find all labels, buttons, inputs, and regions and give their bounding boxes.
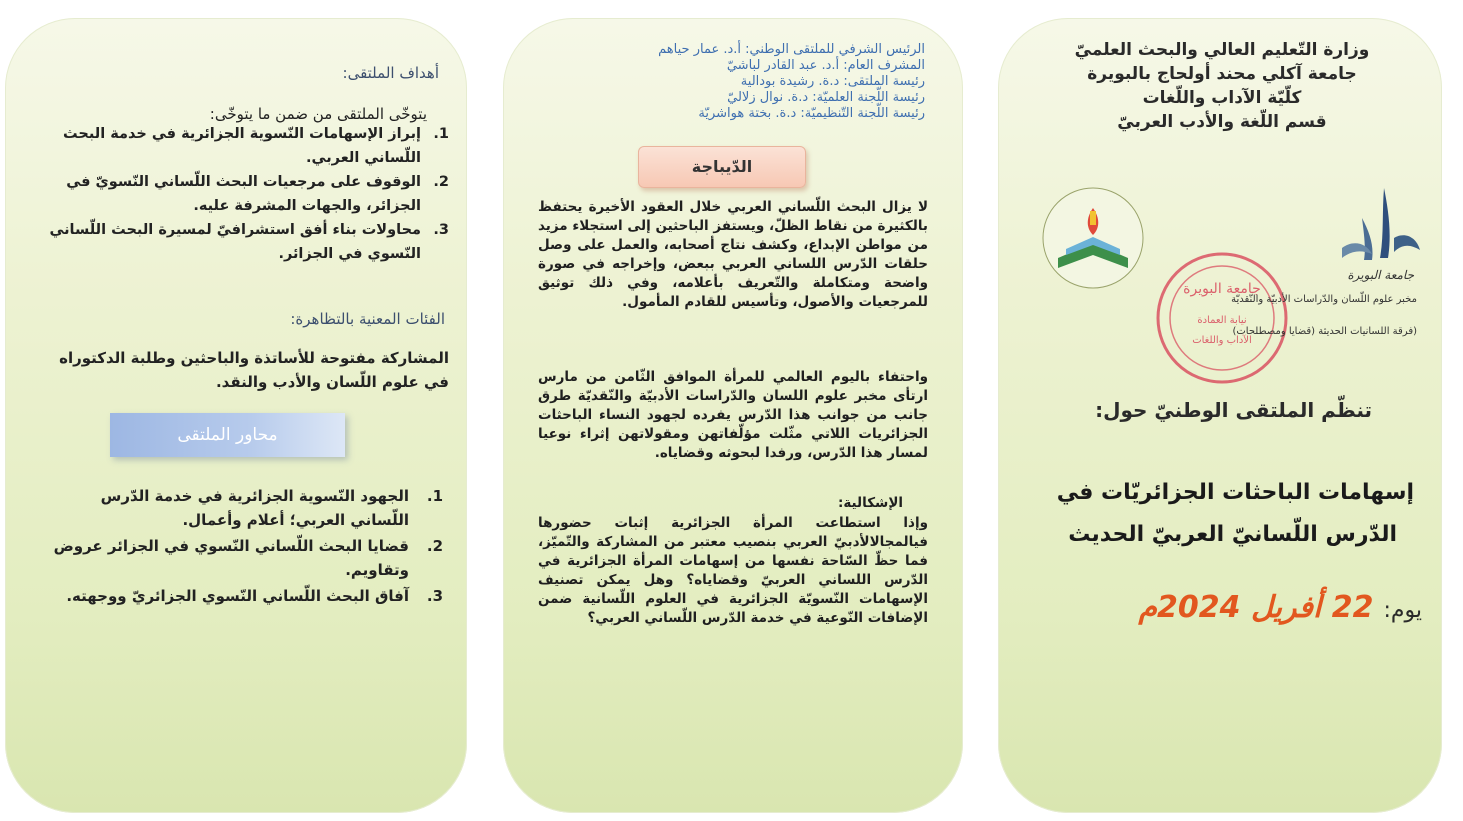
axis-item bbox=[39, 584, 449, 608]
axes-label-box: محاور الملتقى bbox=[110, 413, 345, 457]
official-stamp-icon bbox=[1152, 248, 1292, 388]
objective-number: 3. bbox=[433, 222, 449, 238]
preamble-paragraph-1: لا يزال البحث اللّساني العربي خلال العقود الأخيرة يحتفظ بالكثيرة من نقاط الظلّ، ويستفز الباحثين إلى استجلاء مزيد من مواطن الإبداع، وكشف نتاج أصحابه، والعمل على وصل حلقات الدّرس اللساني العربي ببعض، وإخراجه في صورة واضحة ومتكاملة والتّعريف بأعلامه، وفي ذلك توثيق للمرجعيات والأصول، وتأسيس للقادم المأمول. bbox=[538, 199, 928, 310]
official-line: رئيسة اللّجنة التّنظيميّة: د.ة. بختة هواشريّة bbox=[698, 106, 925, 121]
axis-number: 1. bbox=[426, 487, 443, 505]
problem-paragraph: وإذا استطاعت المرأة الجزائرية إثبات حضورها فيالمجالالأدبيّ العربي بنصيب معتبر من المشاركة والتّميّز، فما حظّ السّاحة نفسها من إسهامات المرأة الجزائرية في الدّرس اللساني العربيّ وقضاياه؟ وهل يمكن تصنيف الإسهامات النّسويّة الجزائرية في العلوم اللّسانية ضمن الإضافات النّوعية في خدمة الدّرس اللّساني العربي؟ bbox=[538, 515, 928, 626]
objectives-intro: يتوخّى الملتقى من ضمن ما يتوخّى: bbox=[209, 105, 427, 123]
axis-text: الجهود النّسوية الجزائرية في خدمة الدّرس اللّساني العربي؛ أعلام وأعمال. bbox=[100, 487, 409, 529]
axis-text: قضايا البحث اللّساني النّسوي في الجزائر عروض وتقاويم. bbox=[53, 537, 409, 579]
axis-number: 2. bbox=[426, 537, 443, 555]
objective-number: 1. bbox=[433, 126, 449, 142]
audience-heading: الفئات المعنية بالتظاهرة: bbox=[290, 310, 445, 328]
preamble-paragraph-2: واحتفاء باليوم العالمي للمرأة الموافق الثّامن من مارس ارتأى مخبر علوم اللسان والدّراسات الأدبيّة والنّقديّة طرق جانب من جوانب هذا الدّرس يفرده لجهود النساء الباحثات الجزائريات اللاتي مثّلت مؤلّفاتهن ومقولاتهن إثراء نوعيا لمسار هذا الدّرس، ورفدا لبحوثه وقضاياه. bbox=[538, 369, 928, 461]
objectives-list bbox=[49, 122, 449, 266]
event-date bbox=[1138, 590, 1422, 625]
audience-text: المشاركة مفتوحة للأساتذة والباحثين وطلبة الدكتوراه في علوم اللّسان والأدب والنقد. bbox=[59, 349, 449, 391]
axis-text: آفاق البحث اللّساني النّسوي الجزائريّ ووجهته. bbox=[66, 587, 409, 605]
axes-list bbox=[39, 484, 449, 608]
lab-logo-icon bbox=[1038, 183, 1148, 293]
lab-name: مخبر علوم اللّسان والدّراسات الأدبيّة والنّقديّة bbox=[1231, 294, 1417, 305]
problem-heading: الإشكالية: bbox=[837, 495, 903, 511]
university-logo bbox=[1322, 178, 1432, 288]
svg-text:نيابة العمادة: نيابة العمادة bbox=[1197, 315, 1247, 326]
objective-text: الوقوف على مرجعيات البحث اللّساني النّسويّ في الجزائر، والجهات المشرفة عليه. bbox=[66, 174, 421, 214]
lab-team: (فرقة اللسانيات الحديثة (قضايا ومصطلحات) bbox=[1232, 326, 1417, 337]
axis-number: 3. bbox=[426, 587, 443, 605]
middle-panel bbox=[503, 18, 963, 813]
objectives-heading: أهداف الملتقى: bbox=[342, 64, 439, 82]
axis-item bbox=[39, 484, 449, 532]
institution-header bbox=[1032, 38, 1412, 134]
official-line: المشرف العام: أ.د. عبد القادر لباشيّ bbox=[726, 58, 925, 73]
university-line: جامعة آكلي محند أولحاج بالبويرة bbox=[1087, 64, 1357, 84]
left-panel bbox=[5, 18, 467, 813]
objective-item bbox=[49, 170, 449, 218]
lab-logo bbox=[1038, 183, 1148, 293]
officials-list bbox=[545, 42, 925, 122]
department-line: قسم اللّغة والأدب العربيّ bbox=[1117, 112, 1327, 132]
official-stamp bbox=[1152, 248, 1292, 388]
objective-text: إبراز الإسهامات النّسوية الجزائرية في خدمة البحث اللّساني العربي. bbox=[63, 126, 421, 166]
organizes-heading: تنظّم الملتقى الوطنيّ حول: bbox=[1095, 398, 1372, 422]
objective-item bbox=[49, 218, 449, 266]
axis-item bbox=[39, 534, 449, 582]
faculty-line: كلّيّة الآداب واللّغات bbox=[1142, 88, 1302, 108]
date-value: 22 أفريل 2024م bbox=[1138, 590, 1374, 625]
official-line: رئيسة الملتقى: د.ة. رشيدة بودالية bbox=[740, 74, 925, 89]
objective-text: محاولات بناء أفق استشرافيّ لمسيرة البحث اللّساني النّسوي في الجزائر. bbox=[49, 222, 421, 262]
university-logo-caption: جامعة البويرة bbox=[1347, 268, 1414, 282]
official-line: الرئيس الشرفي للملتقى الوطني: أ.د. عمار حياهم bbox=[658, 42, 925, 57]
date-label: يوم: bbox=[1383, 598, 1422, 623]
official-line: رئيسة اللّجنة العلميّة: د.ة. نوال زلاليّ bbox=[727, 90, 925, 105]
event-title-line-1: إسهامات الباحثات الجزائريّات في bbox=[1056, 480, 1414, 505]
svg-text:جامعة البويرة: جامعة البويرة bbox=[1183, 281, 1261, 297]
preamble-label-box: الدّيباجة bbox=[638, 146, 806, 188]
right-panel bbox=[998, 18, 1442, 813]
objective-item bbox=[49, 122, 449, 170]
svg-text:الآداب واللغات: الآداب واللغات bbox=[1192, 335, 1252, 346]
ministry-line: وزارة التّعليم العالي والبحث العلميّ bbox=[1074, 40, 1370, 60]
event-title-line-2: الدّرس اللّسانيّ العربيّ الحديث bbox=[1068, 522, 1397, 547]
objective-number: 2. bbox=[433, 174, 449, 190]
